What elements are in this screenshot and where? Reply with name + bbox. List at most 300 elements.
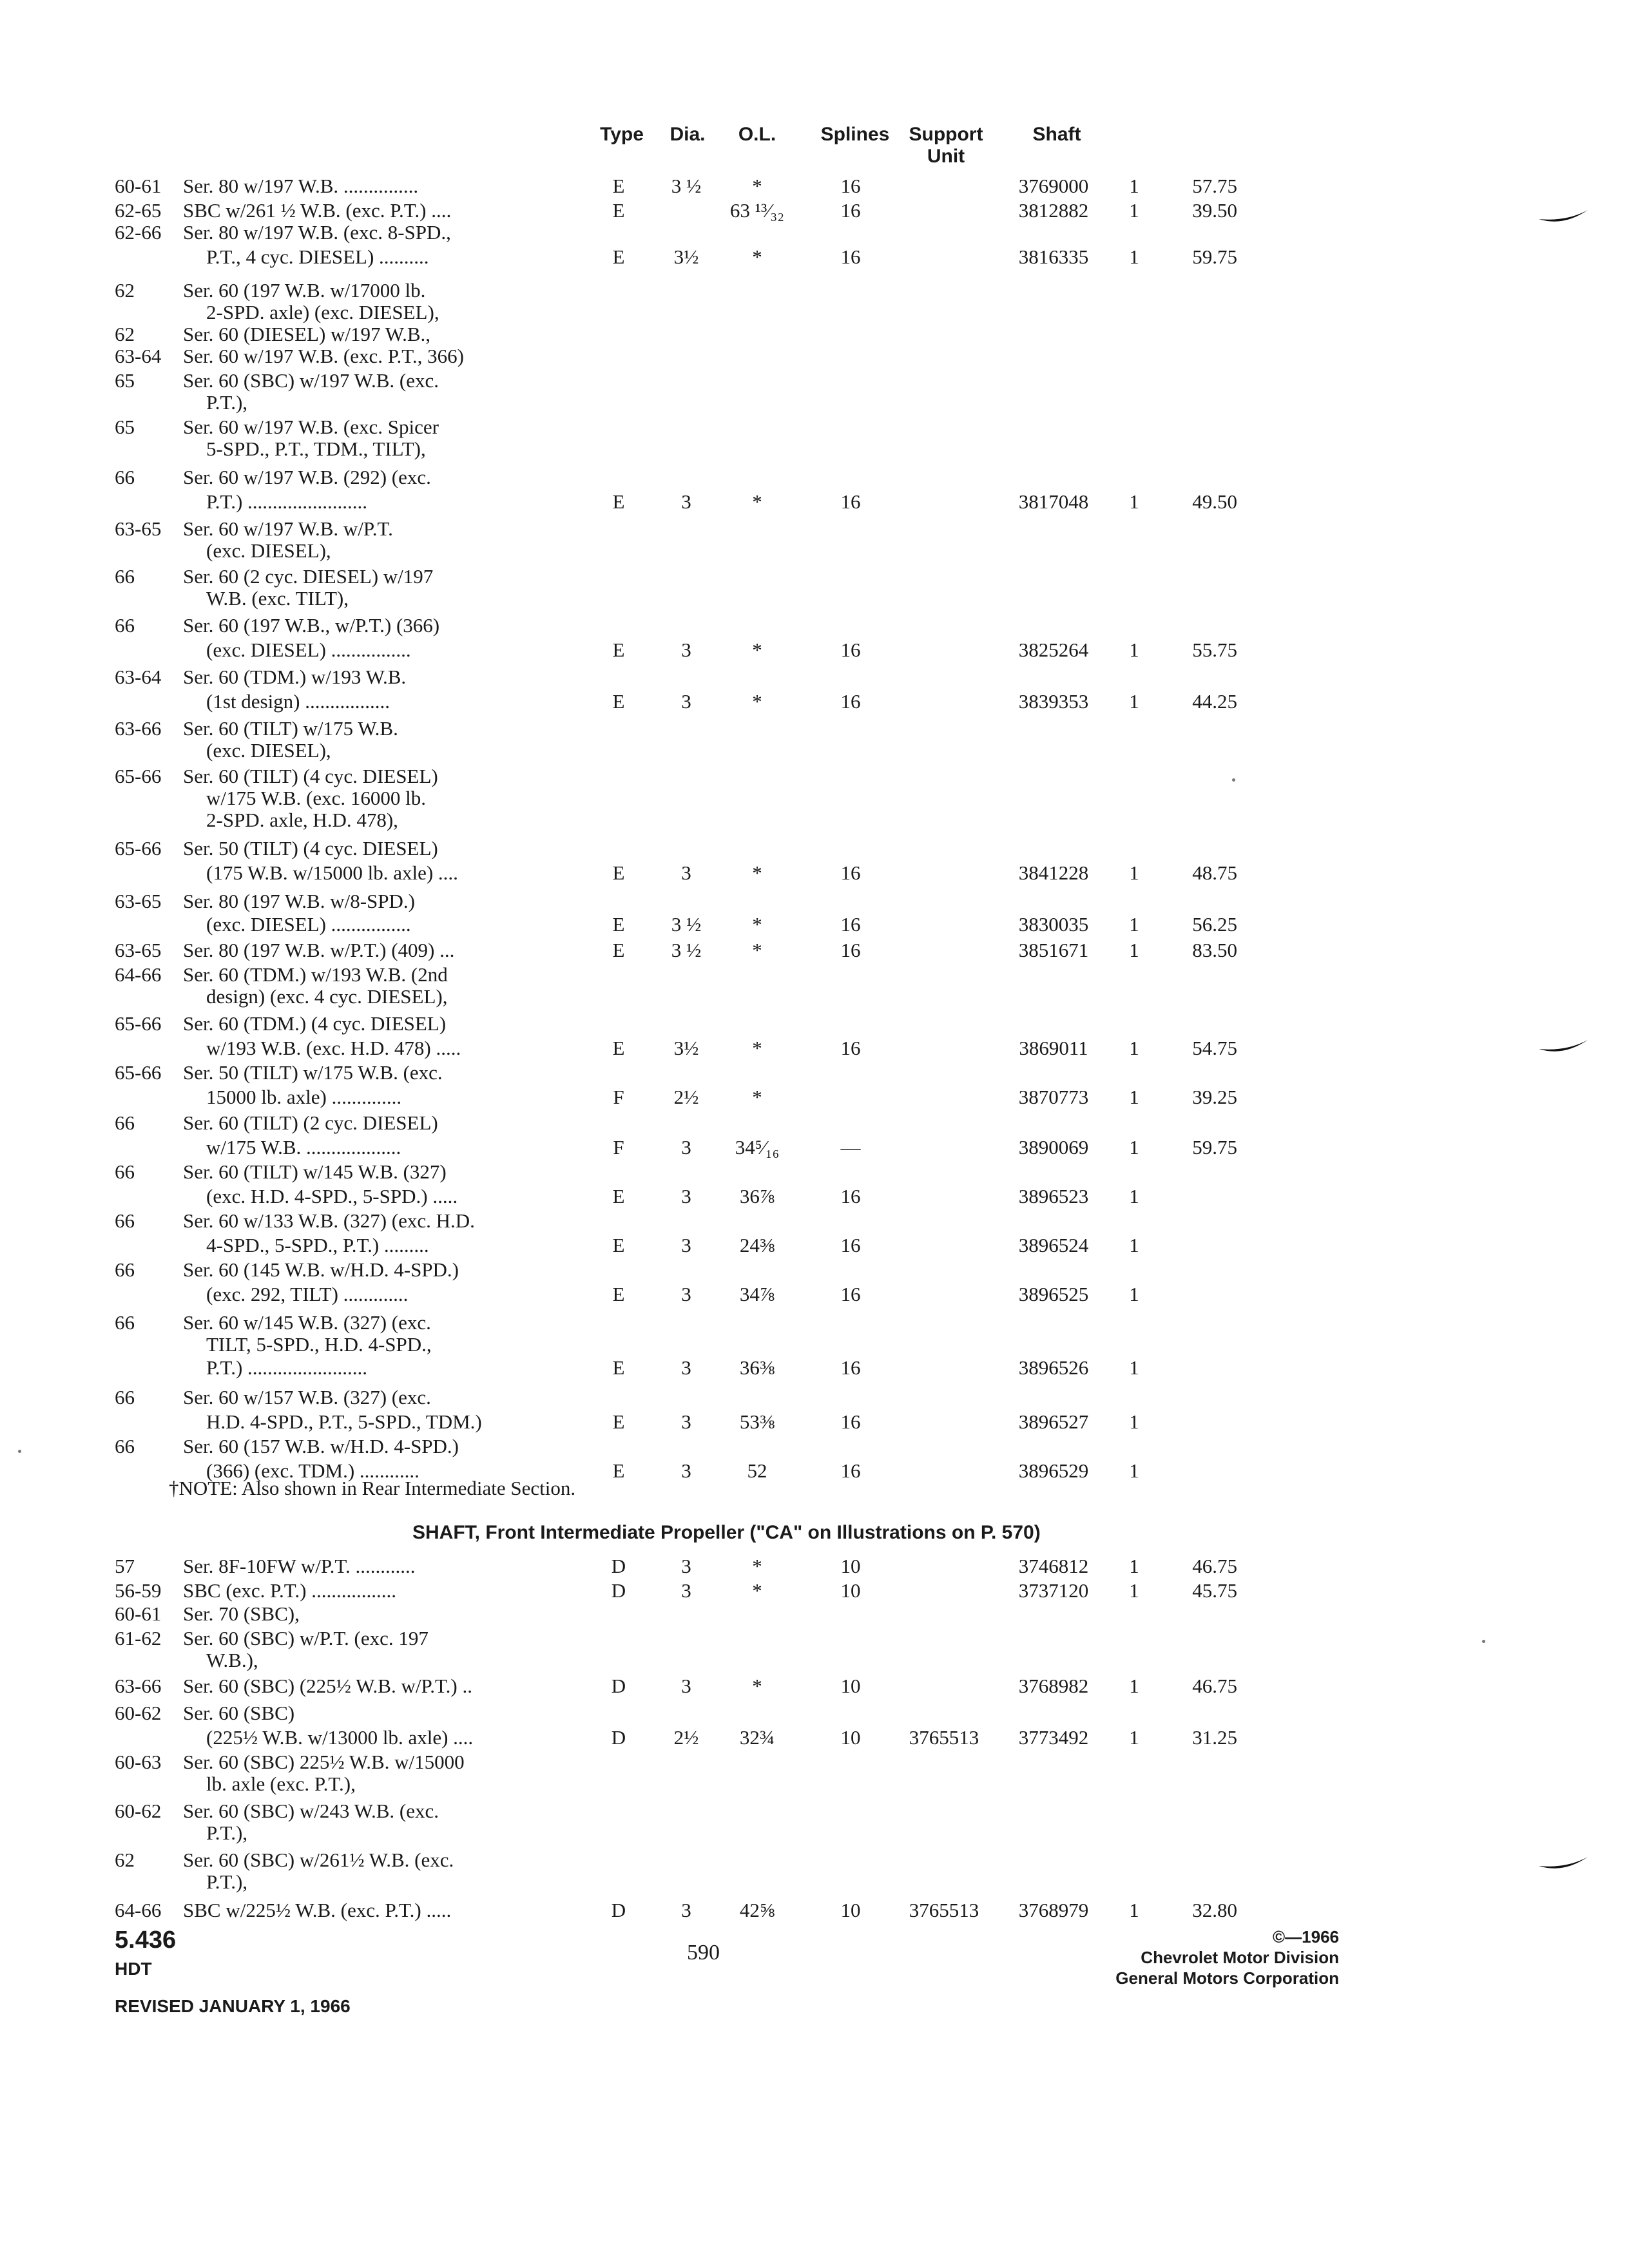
row-shaft-number: 3769000 xyxy=(1018,175,1089,197)
row-overall-length: 36⅜ xyxy=(739,1356,775,1379)
row-year: 64-66 xyxy=(115,1899,162,1921)
row-year: 60-63 xyxy=(115,1751,162,1773)
row-year: 63-65 xyxy=(115,890,162,912)
row-type: D xyxy=(611,1675,626,1697)
row-price: 46.75 xyxy=(1192,1555,1237,1577)
row-overall-length: * xyxy=(752,939,762,961)
row-shaft-number: 3825264 xyxy=(1018,639,1089,661)
row-support-unit: 3765513 xyxy=(909,1899,979,1921)
row-type: D xyxy=(611,1726,626,1749)
column-header-splines: Splines xyxy=(820,124,890,145)
row-description: Ser. 60 (SBC) (225½ W.B. w/P.T.) .. xyxy=(183,1675,472,1697)
row-overall-length: * xyxy=(752,861,762,884)
row-shaft-number: 3737120 xyxy=(1018,1579,1089,1602)
table-row xyxy=(0,539,1353,563)
table-row xyxy=(0,1111,1353,1135)
row-description: 2-SPD. axle, H.D. 478), xyxy=(206,809,398,831)
row-type: E xyxy=(612,690,625,713)
row-year: 60-62 xyxy=(115,1702,162,1724)
table-row xyxy=(0,638,1353,662)
row-type: E xyxy=(612,175,625,197)
row-quantity: 1 xyxy=(1129,690,1139,713)
row-price: 45.75 xyxy=(1192,1579,1237,1602)
row-year: 62 xyxy=(115,323,135,345)
section-code: 5.436 xyxy=(115,1927,177,1954)
row-description: (exc. 292, TILT) ............. xyxy=(206,1283,409,1305)
row-quantity: 1 xyxy=(1129,1283,1139,1305)
row-overall-length: * xyxy=(752,1037,762,1059)
row-description: w/193 W.B. (exc. H.D. 478) ..... xyxy=(206,1037,461,1059)
row-type: D xyxy=(611,1579,626,1602)
table-row xyxy=(0,1258,1353,1282)
row-diameter: 3 xyxy=(681,1410,691,1433)
row-year: 62 xyxy=(115,279,135,302)
row-year: 63-64 xyxy=(115,345,162,367)
row-type: E xyxy=(612,939,625,961)
row-year: 63-64 xyxy=(115,666,162,688)
row-description: Ser. 50 (TILT) (4 cyc. DIESEL) xyxy=(183,837,438,860)
row-splines: 16 xyxy=(840,939,861,961)
row-price: 46.75 xyxy=(1192,1675,1237,1697)
row-type: E xyxy=(612,1185,625,1207)
row-quantity: 1 xyxy=(1129,1899,1139,1921)
row-description: w/175 W.B. (exc. 16000 lb. xyxy=(206,787,426,809)
row-description: Ser. 60 (SBC) xyxy=(183,1702,295,1724)
row-splines: 16 xyxy=(840,490,861,513)
row-shaft-number: 3896526 xyxy=(1018,1356,1089,1379)
table-row xyxy=(0,369,1353,393)
table-row xyxy=(0,689,1353,714)
row-description: 2-SPD. axle) (exc. DIESEL), xyxy=(206,301,439,323)
table-row xyxy=(0,1648,1353,1673)
row-type: E xyxy=(612,639,625,661)
row-diameter: 2½ xyxy=(673,1086,699,1108)
row-support-unit: 3765513 xyxy=(909,1726,979,1749)
row-price: 44.25 xyxy=(1192,690,1237,713)
row-splines: 16 xyxy=(840,690,861,713)
row-year: 63-66 xyxy=(115,1675,162,1697)
scan-speck xyxy=(18,1450,21,1453)
row-quantity: 1 xyxy=(1129,1086,1139,1108)
table-row xyxy=(0,198,1353,223)
table-row xyxy=(0,1061,1353,1085)
row-description: TILT, 5-SPD., H.D. 4-SPD., xyxy=(206,1333,432,1356)
row-description: Ser. 60 (TILT) (2 cyc. DIESEL) xyxy=(183,1111,438,1134)
row-description: Ser. 60 (TILT) w/145 W.B. (327) xyxy=(183,1160,447,1183)
row-type: E xyxy=(612,1234,625,1256)
row-diameter: 3 xyxy=(681,1579,691,1602)
row-splines: 16 xyxy=(840,199,861,222)
row-year: 62 xyxy=(115,1849,135,1871)
row-description: Ser. 80 (197 W.B. w/P.T.) (409) ... xyxy=(183,939,455,961)
row-year: 66 xyxy=(115,1435,135,1457)
row-description: Ser. 60 w/145 W.B. (327) (exc. xyxy=(183,1311,431,1334)
row-type: E xyxy=(612,861,625,884)
row-shaft-number: 3812882 xyxy=(1018,199,1089,222)
row-splines: 16 xyxy=(840,639,861,661)
row-quantity: 1 xyxy=(1129,1234,1139,1256)
row-price: 32.80 xyxy=(1192,1899,1237,1921)
row-year: 63-65 xyxy=(115,939,162,961)
row-description: (175 W.B. w/15000 lb. axle) .... xyxy=(206,861,458,884)
row-quantity: 1 xyxy=(1129,861,1139,884)
row-diameter: 3 xyxy=(681,1899,691,1921)
row-type: E xyxy=(612,913,625,936)
row-type: E xyxy=(612,1410,625,1433)
table-row xyxy=(0,1434,1353,1459)
row-description: Ser. 60 w/197 W.B. (exc. Spicer xyxy=(183,416,439,438)
row-description: Ser. 60 (TDM.) (4 cyc. DIESEL) xyxy=(183,1012,447,1035)
row-quantity: 1 xyxy=(1129,1037,1139,1059)
row-description: Ser. 50 (TILT) w/175 W.B. (exc. xyxy=(183,1061,443,1084)
section-title: SHAFT, Front Intermediate Propeller ("CA" on Illustrations on P. 570) xyxy=(412,1522,1041,1543)
division-name: Chevrolet Motor Division xyxy=(1141,1948,1339,1967)
table-row xyxy=(0,1626,1353,1651)
row-overall-length: 53⅜ xyxy=(739,1410,775,1433)
row-description: Ser. 80 w/197 W.B. (exc. 8-SPD., xyxy=(183,221,451,244)
row-description: (exc. DIESEL), xyxy=(206,539,331,562)
row-overall-length: 42⅝ xyxy=(739,1899,775,1921)
row-price: 83.50 xyxy=(1192,939,1237,961)
row-splines: 10 xyxy=(840,1579,861,1602)
row-overall-length: 24⅜ xyxy=(739,1234,775,1256)
row-description: SBC w/225½ W.B. (exc. P.T.) ..... xyxy=(183,1899,452,1921)
row-overall-length: 52 xyxy=(747,1459,767,1482)
table-row xyxy=(0,322,1353,347)
row-shaft-number: 3746812 xyxy=(1018,1555,1089,1577)
row-description: H.D. 4-SPD., P.T., 5-SPD., TDM.) xyxy=(206,1410,482,1433)
row-overall-length: * xyxy=(752,1555,762,1577)
row-description: Ser. 60 (157 W.B. w/H.D. 4-SPD.) xyxy=(183,1435,459,1457)
row-diameter: 3 xyxy=(681,690,691,713)
table-row xyxy=(0,1209,1353,1233)
scan-speck xyxy=(1232,778,1235,782)
row-type: E xyxy=(612,1459,625,1482)
row-description: SBC w/261 ½ W.B. (exc. P.T.) .... xyxy=(183,199,452,222)
row-shaft-number: 3768979 xyxy=(1018,1899,1089,1921)
row-description: Ser. 60 w/133 W.B. (327) (exc. H.D. xyxy=(183,1209,475,1232)
table-row xyxy=(0,1701,1353,1725)
table-row xyxy=(0,1385,1353,1410)
row-splines: 16 xyxy=(840,913,861,936)
table-row xyxy=(0,1282,1353,1307)
row-year: 65-66 xyxy=(115,1012,162,1035)
row-year: 66 xyxy=(115,1209,135,1232)
table-row xyxy=(0,716,1353,741)
row-shaft-number: 3870773 xyxy=(1018,1086,1089,1108)
row-splines: 16 xyxy=(840,861,861,884)
row-description: P.T., 4 cyc. DIESEL) .......... xyxy=(206,245,429,268)
table-row xyxy=(0,278,1353,303)
row-year: 62-66 xyxy=(115,221,162,244)
row-description: 4-SPD., 5-SPD., P.T.) ......... xyxy=(206,1234,429,1256)
table-row xyxy=(0,889,1353,914)
row-splines: 16 xyxy=(840,1037,861,1059)
row-quantity: 1 xyxy=(1129,1410,1139,1433)
row-description: Ser. 60 (DIESEL) w/197 W.B., xyxy=(183,323,431,345)
table-row xyxy=(0,1821,1353,1845)
row-year: 66 xyxy=(115,1160,135,1183)
table-row xyxy=(0,1579,1353,1603)
row-price: 39.50 xyxy=(1192,199,1237,222)
row-description: (exc. DIESEL), xyxy=(206,739,331,762)
row-description: Ser. 60 (145 W.B. w/H.D. 4-SPD.) xyxy=(183,1258,459,1281)
row-diameter: 3 xyxy=(681,1675,691,1697)
row-year: 61-62 xyxy=(115,1627,162,1649)
scan-speck xyxy=(1482,1640,1485,1643)
table-row xyxy=(0,786,1353,811)
row-year: 66 xyxy=(115,614,135,637)
row-diameter: 3 xyxy=(681,1185,691,1207)
row-overall-length: 36⅞ xyxy=(739,1185,775,1207)
row-description: P.T.), xyxy=(206,1870,248,1893)
row-overall-length: * xyxy=(752,913,762,936)
row-description: P.T.) ........................ xyxy=(206,1356,368,1379)
catalog-label: HDT xyxy=(115,1959,152,1979)
copyright-block xyxy=(1115,1927,1339,1988)
row-price: 59.75 xyxy=(1192,245,1237,268)
row-diameter: 3½ xyxy=(673,1037,699,1059)
table-row xyxy=(0,1160,1353,1184)
row-splines: 16 xyxy=(840,1356,861,1379)
row-splines: 16 xyxy=(840,1185,861,1207)
row-quantity: 1 xyxy=(1129,199,1139,222)
row-type: E xyxy=(612,1356,625,1379)
row-type: D xyxy=(611,1555,626,1577)
row-quantity: 1 xyxy=(1129,939,1139,961)
row-price: 39.25 xyxy=(1192,1086,1237,1108)
table-row xyxy=(0,220,1353,245)
table-row xyxy=(0,665,1353,689)
row-description: (366) (exc. TDM.) ............ xyxy=(206,1459,419,1482)
row-description: Ser. 60 w/197 W.B. (exc. P.T., 366) xyxy=(183,345,464,367)
row-year: 66 xyxy=(115,1258,135,1281)
row-price: 48.75 xyxy=(1192,861,1237,884)
row-description: Ser. 70 (SBC), xyxy=(183,1602,300,1625)
row-shaft-number: 3830035 xyxy=(1018,913,1089,936)
row-price: 31.25 xyxy=(1192,1726,1237,1749)
row-diameter: 3 ½ xyxy=(671,175,702,197)
row-splines: 10 xyxy=(840,1675,861,1697)
table-row xyxy=(0,465,1353,490)
row-type: E xyxy=(612,1037,625,1059)
table-row xyxy=(0,1332,1353,1357)
table-row xyxy=(0,1554,1353,1579)
row-shaft-number: 3896524 xyxy=(1018,1234,1089,1256)
row-diameter: 3 xyxy=(681,490,691,513)
row-year: 65-66 xyxy=(115,765,162,787)
table-row xyxy=(0,1410,1353,1434)
table-row xyxy=(0,1750,1353,1774)
table-row xyxy=(0,1772,1353,1796)
row-description: Ser. 60 (TDM.) w/193 W.B. (2nd xyxy=(183,963,448,986)
row-description: 5-SPD., P.T., TDM., TILT), xyxy=(206,437,426,460)
row-type: E xyxy=(612,245,625,268)
row-diameter: 3 xyxy=(681,1234,691,1256)
row-quantity: 1 xyxy=(1129,1136,1139,1158)
row-description: (225½ W.B. w/13000 lb. axle) .... xyxy=(206,1726,474,1749)
row-year: 65-66 xyxy=(115,1061,162,1084)
row-description: Ser. 60 w/157 W.B. (327) (exc. xyxy=(183,1386,431,1408)
row-overall-length: 63 ¹³⁄₃₂ xyxy=(729,199,785,222)
row-shaft-number: 3816335 xyxy=(1018,245,1089,268)
copyright-year: ©—1966 xyxy=(1273,1927,1339,1946)
row-overall-length: * xyxy=(752,639,762,661)
column-header-dia: Dia. xyxy=(670,124,706,145)
row-diameter: 3 xyxy=(681,1356,691,1379)
table-row xyxy=(0,985,1353,1009)
row-price: 56.25 xyxy=(1192,913,1237,936)
row-diameter: 3½ xyxy=(673,245,699,268)
row-description: Ser. 60 (TDM.) w/193 W.B. xyxy=(183,666,407,688)
row-diameter: 3 xyxy=(681,1459,691,1482)
row-quantity: 1 xyxy=(1129,1675,1139,1697)
corporation-name: General Motors Corporation xyxy=(1115,1968,1339,1988)
row-year: 62-65 xyxy=(115,199,162,222)
row-year: 56-59 xyxy=(115,1579,162,1602)
table-row xyxy=(0,437,1353,461)
row-description: Ser. 60 w/197 W.B. (292) (exc. xyxy=(183,466,431,488)
table-row xyxy=(0,1870,1353,1894)
table-row xyxy=(0,1233,1353,1258)
table-row xyxy=(0,938,1353,963)
row-shaft-number: 3841228 xyxy=(1018,861,1089,884)
row-description: Ser. 60 (197 W.B., w/P.T.) (366) xyxy=(183,614,440,637)
row-quantity: 1 xyxy=(1129,1356,1139,1379)
row-price: 57.75 xyxy=(1192,175,1237,197)
row-year: 66 xyxy=(115,565,135,588)
row-splines: 10 xyxy=(840,1726,861,1749)
row-shaft-number: 3817048 xyxy=(1018,490,1089,513)
table-row xyxy=(0,1674,1353,1698)
table-row xyxy=(0,1036,1353,1061)
row-overall-length: * xyxy=(752,1579,762,1602)
row-year: 63-65 xyxy=(115,517,162,540)
row-shaft-number: 3869011 xyxy=(1019,1037,1088,1059)
binder-hole-mark xyxy=(1537,1854,1589,1874)
table-row xyxy=(0,808,1353,832)
row-description: Ser. 80 (197 W.B. w/8-SPD.) xyxy=(183,890,415,912)
row-splines: 16 xyxy=(840,1410,861,1433)
page-number: 590 xyxy=(687,1941,720,1965)
row-description: Ser. 60 (SBC) 225½ W.B. w/15000 xyxy=(183,1751,465,1773)
row-year: 66 xyxy=(115,1311,135,1334)
row-type: E xyxy=(612,490,625,513)
row-overall-length: * xyxy=(752,1086,762,1108)
row-quantity: 1 xyxy=(1129,1459,1139,1482)
row-shaft-number: 3896529 xyxy=(1018,1459,1089,1482)
row-description: Ser. 60 (SBC) w/197 W.B. (exc. xyxy=(183,369,439,392)
row-quantity: 1 xyxy=(1129,639,1139,661)
table-row xyxy=(0,1085,1353,1110)
column-header-shaft: Shaft xyxy=(1032,124,1081,145)
table-row xyxy=(0,1848,1353,1872)
row-year: 60-61 xyxy=(115,1602,162,1625)
row-description: P.T.) ........................ xyxy=(206,490,368,513)
table-row xyxy=(0,390,1353,415)
row-price: 54.75 xyxy=(1192,1037,1237,1059)
table-row xyxy=(0,344,1353,369)
revision-date: REVISED JANUARY 1, 1966 xyxy=(115,1996,351,2016)
row-year: 66 xyxy=(115,1111,135,1134)
row-description: Ser. 60 w/197 W.B. w/P.T. xyxy=(183,517,393,540)
row-description: lb. axle (exc. P.T.), xyxy=(206,1773,356,1795)
row-description: SBC (exc. P.T.) ................. xyxy=(183,1579,396,1602)
row-year: 66 xyxy=(115,1386,135,1408)
table-row xyxy=(0,1356,1353,1380)
table-row xyxy=(0,300,1353,325)
row-splines: — xyxy=(840,1136,861,1158)
row-description: (exc. DIESEL) ................ xyxy=(206,913,411,936)
row-splines: 16 xyxy=(840,245,861,268)
row-description: w/175 W.B. ................... xyxy=(206,1136,401,1158)
row-shaft-number: 3896527 xyxy=(1018,1410,1089,1433)
row-year: 57 xyxy=(115,1555,135,1577)
table-row xyxy=(0,861,1353,885)
row-description: Ser. 8F-10FW w/P.T. ............ xyxy=(183,1555,416,1577)
table-row xyxy=(0,1135,1353,1160)
row-type: D xyxy=(611,1899,626,1921)
binder-hole-mark xyxy=(1537,1037,1589,1057)
table-row xyxy=(0,912,1353,937)
row-description: W.B.), xyxy=(206,1649,258,1671)
row-shaft-number: 3773492 xyxy=(1018,1726,1089,1749)
row-type: F xyxy=(613,1086,624,1108)
table-row xyxy=(0,613,1353,638)
row-quantity: 1 xyxy=(1129,1726,1139,1749)
row-shaft-number: 3896525 xyxy=(1018,1283,1089,1305)
row-diameter: 2½ xyxy=(673,1726,699,1749)
row-splines: 16 xyxy=(840,1234,861,1256)
column-header-type: Type xyxy=(600,124,644,145)
row-year: 60-61 xyxy=(115,175,162,197)
table-row xyxy=(0,1184,1353,1209)
row-diameter: 3 ½ xyxy=(671,939,702,961)
row-description: W.B. (exc. TILT), xyxy=(206,587,349,610)
row-description: Ser. 60 (2 cyc. DIESEL) w/197 xyxy=(183,565,434,588)
table-row xyxy=(0,1602,1353,1626)
row-quantity: 1 xyxy=(1129,913,1139,936)
binder-hole-mark xyxy=(1537,207,1589,227)
row-description: P.T.), xyxy=(206,391,248,414)
row-overall-length: 34⅞ xyxy=(739,1283,775,1305)
row-quantity: 1 xyxy=(1129,490,1139,513)
table-row xyxy=(0,174,1353,198)
row-description: Ser. 60 (TILT) (4 cyc. DIESEL) xyxy=(183,765,438,787)
row-shaft-number: 3896523 xyxy=(1018,1185,1089,1207)
row-diameter: 3 xyxy=(681,639,691,661)
table-row xyxy=(0,1725,1353,1750)
row-description: 15000 lb. axle) .............. xyxy=(206,1086,402,1108)
column-header-row xyxy=(0,124,1629,175)
footnote: †NOTE: Also shown in Rear Intermediate Section. xyxy=(169,1477,576,1499)
row-type: E xyxy=(612,1283,625,1305)
table-row xyxy=(0,738,1353,763)
row-description: Ser. 60 (SBC) w/243 W.B. (exc. xyxy=(183,1800,439,1822)
row-splines: 16 xyxy=(840,1283,861,1305)
row-diameter: 3 xyxy=(681,1136,691,1158)
table-row xyxy=(0,490,1353,514)
row-description: (exc. H.D. 4-SPD., 5-SPD.) ..... xyxy=(206,1185,458,1207)
row-description: Ser. 60 (TILT) w/175 W.B. xyxy=(183,717,398,740)
row-quantity: 1 xyxy=(1129,245,1139,268)
row-description: Ser. 60 (SBC) w/P.T. (exc. 197 xyxy=(183,1627,429,1649)
row-splines: 10 xyxy=(840,1555,861,1577)
row-description: Ser. 60 (197 W.B. w/17000 lb. xyxy=(183,279,426,302)
row-overall-length: * xyxy=(752,175,762,197)
row-year: 63-66 xyxy=(115,717,162,740)
table-row xyxy=(0,1012,1353,1036)
